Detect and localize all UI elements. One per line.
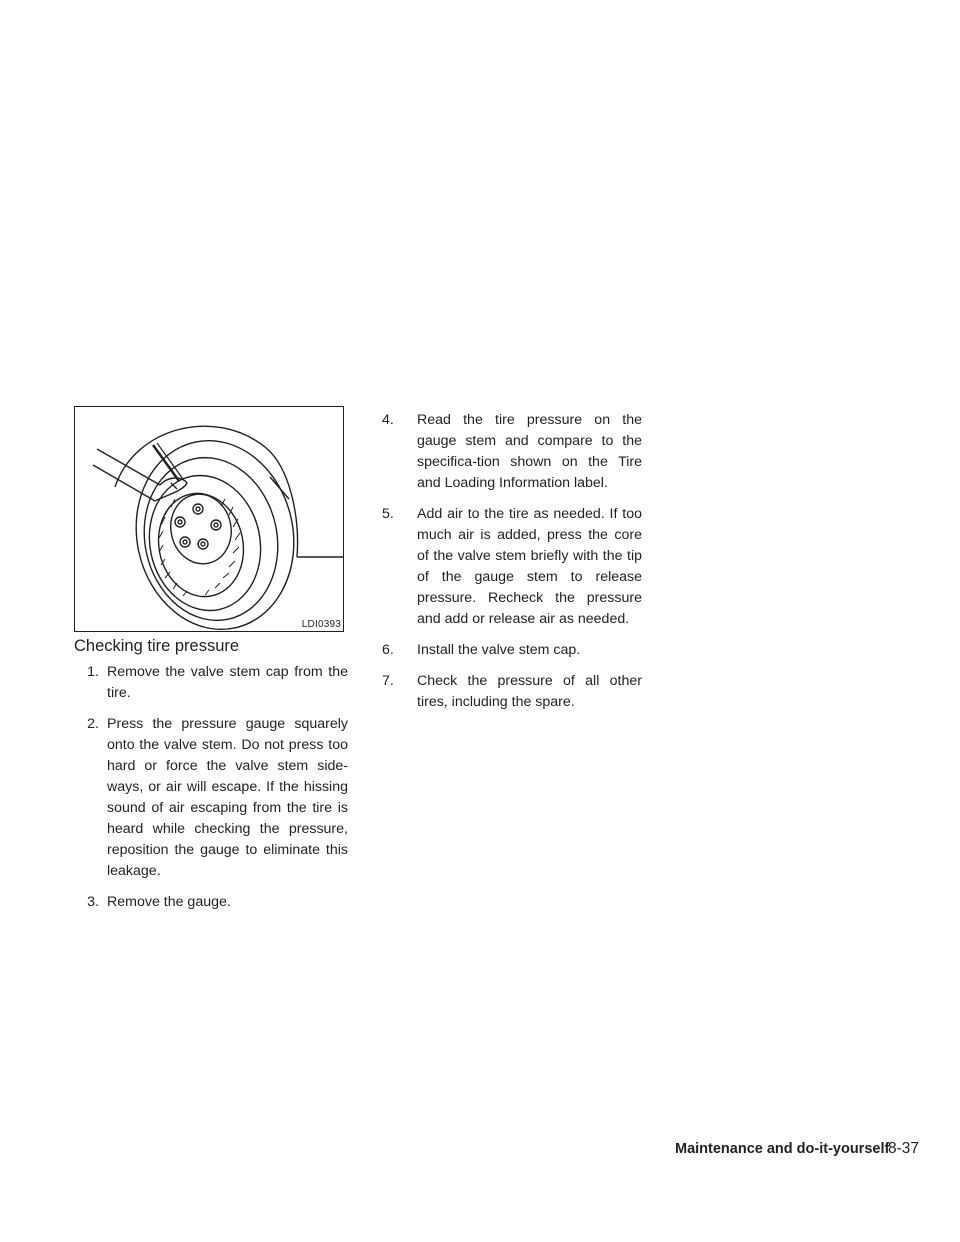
- step-item: [382, 671, 642, 713]
- step-text: Add air to the tire as needed. If too much air is added, press the core of the valve stem briefly with the tip of the gauge stem to release pressure. Recheck the pressure and add or release air as needed.: [417, 506, 642, 627]
- step-number: 5.: [382, 506, 394, 522]
- step-number: 1.: [87, 664, 99, 680]
- step-text: Install the valve stem cap.: [417, 642, 581, 658]
- step-number: 4.: [382, 412, 394, 428]
- tire-drawing: [75, 407, 344, 632]
- step-text: Remove the valve stem cap from the tire.: [107, 664, 348, 701]
- step-text: Remove the gauge.: [107, 894, 231, 910]
- step-number: 7.: [382, 673, 394, 689]
- step-number: 2.: [87, 716, 99, 732]
- steps-column-right: [382, 410, 642, 723]
- figure-code: LDI0393: [301, 619, 341, 630]
- step-item: [382, 504, 642, 630]
- step-item: [74, 714, 348, 882]
- tire-gauge-illustration: [74, 406, 344, 632]
- step-item: [74, 892, 348, 913]
- step-number: 6.: [382, 642, 394, 658]
- step-item: [382, 640, 642, 661]
- step-item: [74, 662, 348, 704]
- step-text: Read the tire pressure on the gauge stem and compare to the specifica-tion shown on the Tire and Loading Information label.: [417, 412, 642, 491]
- step-text: Press the pressure gauge squarely onto the valve stem. Do not press too hard or force the valve stem side-ways, or air will escape. If the hissing sound of air escaping from the tire is heard while checking the pressure, reposition the gauge to eliminate this leakage.: [107, 716, 348, 879]
- steps-column-left: [74, 662, 348, 923]
- step-number: 3.: [87, 894, 99, 910]
- step-item: [382, 410, 642, 494]
- section-title: Checking tire pressure: [74, 637, 240, 655]
- step-text: Check the pressure of all other tires, including the spare.: [417, 673, 642, 710]
- footer-page-number: 8-37: [888, 1140, 920, 1157]
- footer-section-label: Maintenance and do-it-yourself: [675, 1141, 890, 1157]
